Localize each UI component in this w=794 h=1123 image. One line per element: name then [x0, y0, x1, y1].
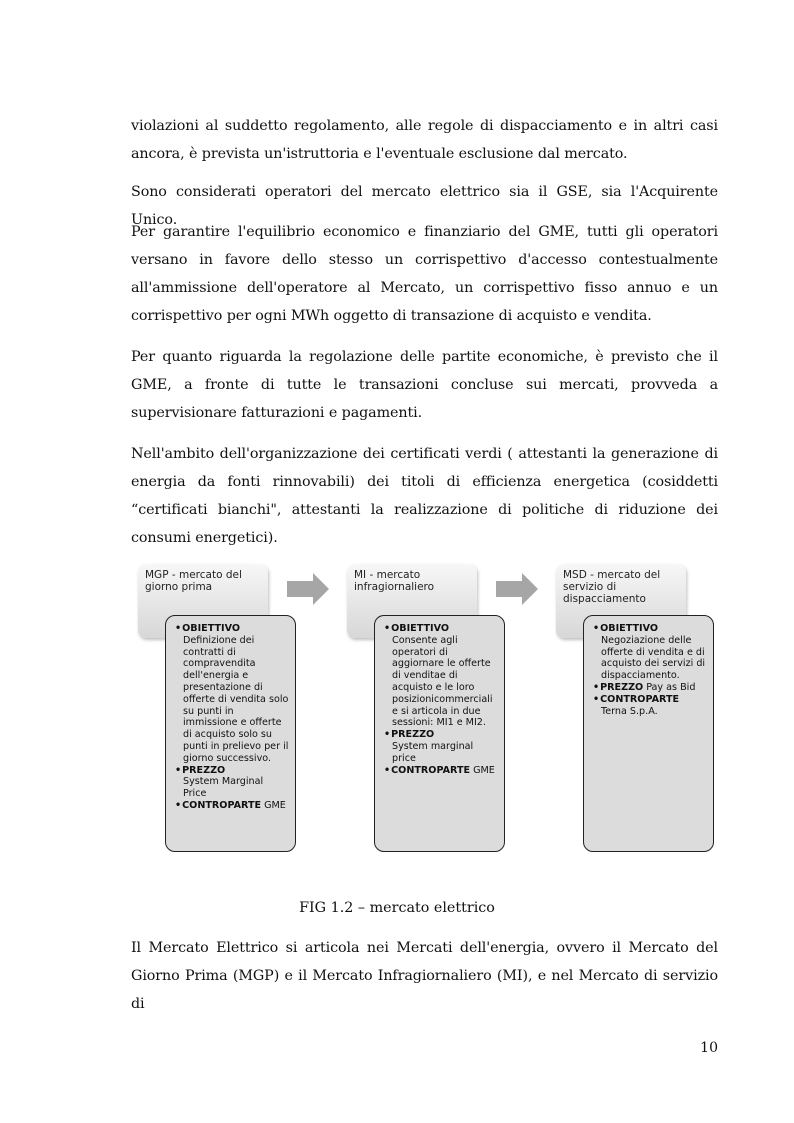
market-title-text: MI - mercato infragiornaliero: [354, 569, 435, 593]
paragraph-4: Per quanto riguarda la regolazione delle partite economiche, è previsto che il GME, a fronte di tutte le transazioni concluse sui mercati, provveda a supervisionare fatturazioni e pagamenti.: [131, 349, 718, 421]
counterpart-label: • CONTROPARTE: [593, 694, 707, 706]
counterpart-text: Terna S.p.A.: [601, 705, 658, 717]
paragraph-6: Il Mercato Elettrico si articola nei Mercati dell'energia, ovvero il Mercato del Giorno Prima (MGP) e il Mercato Infragiornaliero (MI), e nel Mercato di servizio di: [131, 940, 718, 1012]
market-title-text: MSD - mercato del servizio di dispacciamento: [563, 569, 661, 605]
objective-text: Definizione dei contratti di compravendita dell'energia e presentazione di offerte di vendita solo su punti in immissione e offerte di acquisto solo su punti in prelievo per il giorno successivo.: [183, 634, 289, 764]
figure-caption: FIG 1.2 – mercato elettrico: [299, 900, 495, 916]
paragraph-5: Nell'ambito dell'organizzazione dei certificati verdi ( attestanti la generazione di energia da fonti rinnovabili) dei titoli di efficienza energetica (cosiddetti “certificati bianchi", attestanti la realizzazione di politiche di riduzione dei consumi energetici).: [131, 446, 718, 546]
market-title-text: MGP - mercato del giorno prima: [145, 569, 242, 593]
price-label: • PREZZO: [384, 729, 498, 741]
page-number: 10: [700, 1040, 718, 1056]
counterpart-label: • CONTROPARTE GME: [175, 800, 289, 812]
price-label: • PREZZO: [175, 765, 289, 777]
objective-label: • OBIETTIVO: [384, 623, 498, 635]
objective-label: • OBIETTIVO: [175, 623, 289, 635]
market-detail-mgp: [165, 615, 296, 852]
counterpart-label: • CONTROPARTE GME: [384, 765, 498, 777]
market-detail-mi: [374, 615, 505, 852]
paragraph-1: violazioni al suddetto regolamento, alle regole di dispacciamento e in altri casi ancora, è prevista un'istruttoria e l'eventuale esclusione dal mercato.: [131, 118, 718, 162]
price-label: • PREZZO Pay as Bid: [593, 682, 707, 694]
market-detail-msd: [583, 615, 714, 852]
price-text: System Marginal Price: [183, 776, 264, 800]
arrow-right-icon: [496, 573, 540, 605]
paragraph-3: Per garantire l'equilibrio economico e finanziario del GME, tutti gli operatori versano in favore dello stesso un corrispettivo d'accesso contestualmente all'ammissione dell'operatore al Mercato, un corrispettivo fisso annuo e un corrispettivo per ogni MWh oggetto di transazione di acquisto e vendita.: [131, 224, 718, 324]
price-text: System marginal price: [392, 740, 474, 764]
objective-label: • OBIETTIVO: [593, 623, 707, 635]
paragraph-2: Sono considerati operatori del mercato elettrico sia il GSE, sia l'Acquirente Unico.: [131, 184, 718, 228]
arrow-right-icon: [287, 573, 331, 605]
objective-text: Negoziazione delle offerte di vendita e di acquisto dei servizi di dispacciamento.: [601, 634, 706, 682]
objective-text: Consente agli operatori di aggiornare le offerte di venditae di acquisto e le loro posizionicommerciali e si articola in due sessioni: MI1 e MI2.: [392, 634, 493, 729]
